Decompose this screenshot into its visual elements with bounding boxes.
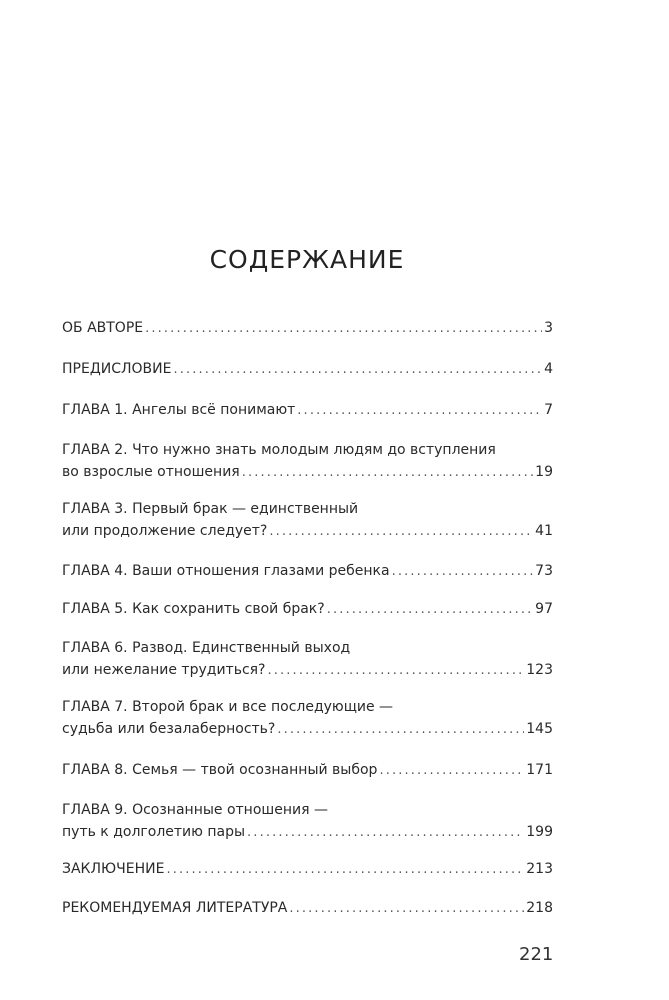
- toc-entry-title-cont: или нежелание трудиться?: [62, 662, 266, 678]
- toc-entry-page: 41: [535, 523, 553, 539]
- toc-entry-line: [62, 358, 553, 381]
- toc-leader-dots: [145, 318, 542, 340]
- toc-entry-title-cont: путь к долголетию пары: [62, 824, 246, 840]
- toc-entry-line: [62, 897, 553, 920]
- toc-leader-dots: [277, 719, 524, 741]
- toc-entry: [62, 858, 553, 881]
- toc-leader-dots: [379, 760, 524, 782]
- toc-entry-title: РЕКОМЕНДУЕМАЯ ЛИТЕРАТУРА: [62, 900, 288, 916]
- toc-entry-title-cont: или продолжение следует?: [62, 523, 268, 539]
- toc-entry-page: 213: [526, 861, 553, 877]
- toc-entry: [62, 696, 553, 741]
- toc-entry-page: 7: [544, 402, 553, 418]
- toc-leader-dots: [173, 359, 542, 381]
- toc-entry-title: ГЛАВА 3. Первый брак — единственный: [62, 501, 359, 517]
- toc-entry-title: ГЛАВА 4. Ваши отношения глазами ребенка: [62, 563, 390, 579]
- toc-entry-line: [62, 759, 553, 782]
- toc-entry: [62, 498, 553, 543]
- toc-entry-page: 199: [526, 824, 553, 840]
- toc-entry-title: ГЛАВА 8. Семья — твой осознанный выбор: [62, 762, 378, 778]
- toc-entry-line: [62, 598, 553, 621]
- toc-entry-page: 19: [535, 464, 553, 480]
- toc-entry-title: ЗАКЛЮЧЕНИЕ: [62, 861, 165, 877]
- toc-leader-dots: [247, 822, 524, 844]
- toc-entry-title: ГЛАВА 9. Осознанные отношения —: [62, 802, 328, 818]
- toc-leader-dots: [268, 660, 525, 682]
- toc-entry-title: ГЛАВА 7. Второй брак и все последующие —: [62, 699, 394, 715]
- toc-entry-line: [62, 560, 553, 583]
- toc-entry-line: [62, 520, 553, 543]
- toc-entry-page: 3: [544, 320, 553, 336]
- toc-entry: [62, 759, 553, 782]
- toc-entry-page: 218: [526, 900, 553, 916]
- toc-leader-dots: [289, 898, 524, 920]
- toc-entry: [62, 897, 553, 920]
- toc-entry-line: [62, 858, 553, 881]
- toc-leader-dots: [166, 859, 524, 881]
- toc-leader-dots: [242, 462, 533, 484]
- toc-entry: [62, 560, 553, 583]
- toc-entry-page: 73: [535, 563, 553, 579]
- toc-entry-page: 123: [526, 662, 553, 678]
- toc-entry-line: [62, 461, 553, 484]
- toc-entry: [62, 637, 553, 682]
- toc-title: СОДЕРЖАНИЕ: [209, 245, 405, 274]
- toc-entry: [62, 317, 553, 340]
- toc-entry: [62, 358, 553, 381]
- toc-leader-dots: [392, 561, 534, 583]
- toc-entry-page: 4: [544, 361, 553, 377]
- toc-entry-title-cont: судьба или безалаберность?: [62, 721, 276, 737]
- toc-entry-title: ОБ АВТОРЕ: [62, 320, 144, 336]
- toc-entry-page: 171: [526, 762, 553, 778]
- toc-leader-dots: [327, 599, 533, 621]
- toc-entry: [62, 399, 553, 422]
- toc-entry-page: 145: [526, 721, 553, 737]
- toc-entry-line: [62, 317, 553, 340]
- toc-entry: [62, 799, 553, 844]
- toc-entry-line: [62, 659, 553, 682]
- toc-entry: [62, 439, 553, 484]
- toc-entry-title: ГЛАВА 6. Развод. Единственный выход: [62, 640, 351, 656]
- toc-entry: [62, 598, 553, 621]
- toc-entry-title: ГЛАВА 5. Как сохранить свой брак?: [62, 601, 325, 617]
- toc-entry-title: ГЛАВА 1. Ангелы всё понимают: [62, 402, 296, 418]
- page-number: 221: [519, 944, 554, 965]
- toc-entry-page: 97: [535, 601, 553, 617]
- toc-entry-title: ПРЕДИСЛОВИЕ: [62, 361, 172, 377]
- toc-leader-dots: [297, 400, 542, 422]
- toc-leader-dots: [269, 521, 533, 543]
- toc-entry-line: [62, 821, 553, 844]
- toc-entry-title-cont: во взрослые отношения: [62, 464, 240, 480]
- toc-entry-line: [62, 399, 553, 422]
- toc-entry-line: [62, 718, 553, 741]
- toc-entry-title: ГЛАВА 2. Что нужно знать молодым людям до вступления: [62, 442, 496, 458]
